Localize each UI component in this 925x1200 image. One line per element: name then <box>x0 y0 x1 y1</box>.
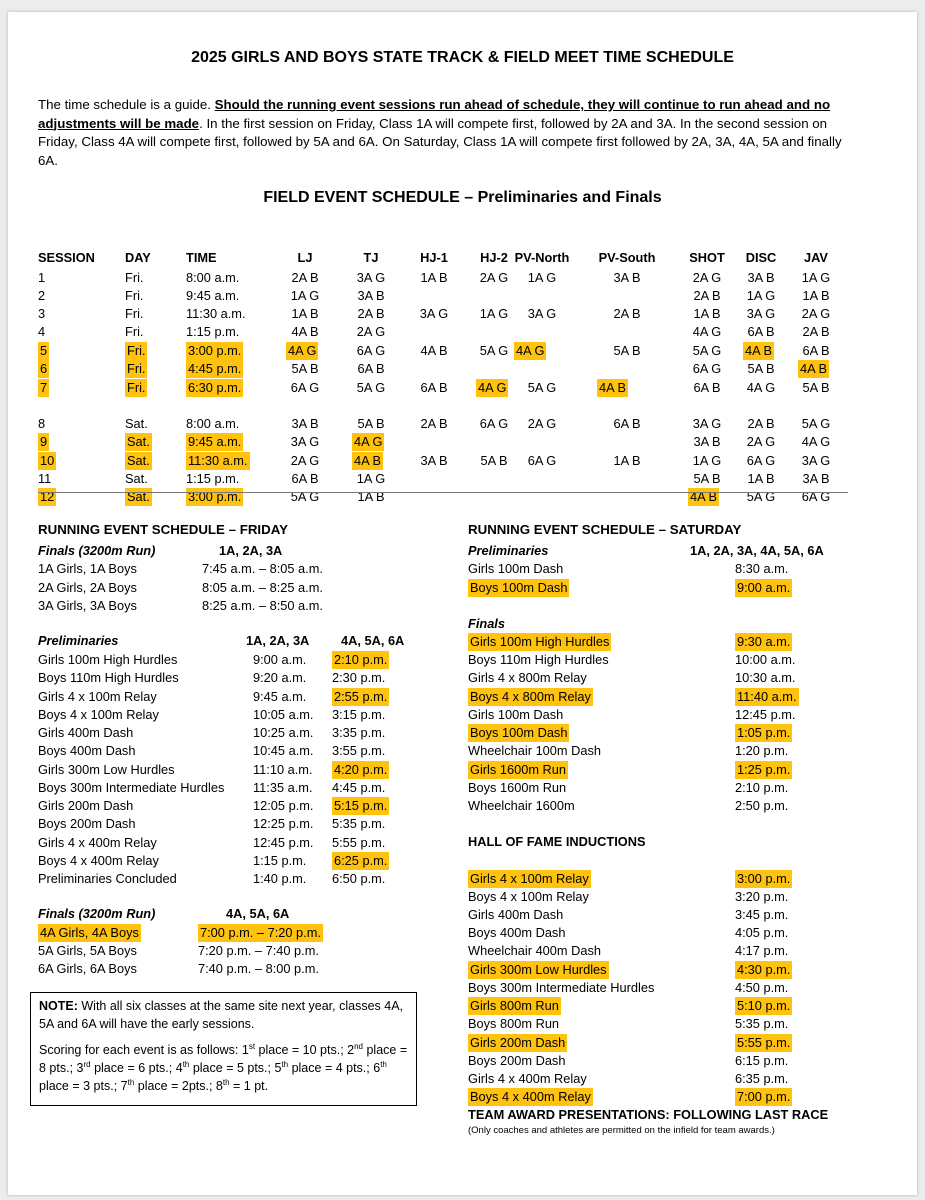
field-cell: 5A G <box>479 343 509 358</box>
friday-prelim-event: Girls 300m Low Hurdles <box>38 762 175 777</box>
saturday-final-event: Wheelchair 100m Dash <box>468 743 602 758</box>
field-cell: 5A B <box>747 361 775 376</box>
friday-final-event: 4A Girls, 4A Boys <box>40 925 139 940</box>
field-cell: 3A G <box>419 306 449 321</box>
field-cell: 5A B <box>693 471 721 486</box>
field-schedule-title: FIELD EVENT SCHEDULE – Preliminaries and Finals <box>263 189 662 206</box>
friday-prelim-time-late: 3:55 p.m. <box>332 743 386 758</box>
field-cell: 4A G <box>746 380 776 395</box>
field-cell: 2A B <box>747 416 775 431</box>
saturday-final-event: Girls 1600m Run <box>470 762 567 777</box>
saturday-final-time: 11:40 a.m. <box>737 689 797 704</box>
saturday-final-event: Girls 300m Low Hurdles <box>470 962 607 977</box>
intro-text-2: . In the first session on Friday, Class 1A will compete first, followed by 2A and 3A. In the second session on Friday, Class 4A will compete first, followed by 5A and 6A. On Saturday, Class 1A will compete first followed by 2A, 3A, 4A, 5A and finally 6A. <box>38 115 842 168</box>
friday-final-event: 5A Girls, 5A Boys <box>38 943 137 958</box>
note-box <box>30 992 417 1106</box>
field-cell: Fri. <box>125 306 144 321</box>
field-cell: 2A G <box>692 270 722 285</box>
field-cell: 1A B <box>747 471 775 486</box>
friday-prelim-time-early: 12:05 p.m. <box>253 798 314 813</box>
saturday-final-time: 7:00 p.m. <box>737 1089 791 1104</box>
friday-prelim-time-late: 5:35 p.m. <box>332 816 386 831</box>
saturday-final-time: 2:10 p.m. <box>735 780 789 795</box>
saturday-final-time: 4:17 p.m. <box>735 943 789 958</box>
field-cell: 11:30 a.m. <box>186 306 246 321</box>
friday-final-time: 7:00 p.m. – 7:20 p.m. <box>200 925 321 940</box>
friday-finals-late-classes: 4A, 5A, 6A <box>226 906 290 921</box>
field-cell: Sat. <box>127 434 150 449</box>
friday-prelims-col1: 1A, 2A, 3A <box>246 633 310 648</box>
friday-prelim-time-early: 10:05 a.m. <box>253 707 314 722</box>
friday-prelim-event: Girls 4 x 100m Relay <box>38 689 157 704</box>
field-cell: 4A B <box>745 343 773 358</box>
field-header-cell: LJ <box>297 250 313 265</box>
friday-prelim-time-early: 11:35 a.m. <box>253 780 313 795</box>
field-cell: 3:00 p.m. <box>188 489 242 504</box>
field-cell: 3A G <box>692 416 722 431</box>
intro-paragraph <box>38 96 843 170</box>
friday-prelim-event: Girls 4 x 400m Relay <box>38 835 157 850</box>
saturday-final-event: Wheelchair 400m Dash <box>468 943 602 958</box>
field-cell: 4A B <box>800 361 828 376</box>
saturday-final-time: 4:50 p.m. <box>735 980 789 995</box>
field-cell: 1A B <box>357 489 385 504</box>
field-cell: 6A B <box>291 471 319 486</box>
field-header-cell: TJ <box>363 250 379 265</box>
friday-prelim-time-late: 4:20 p.m. <box>334 762 388 777</box>
saturday-finals-label: Finals <box>468 616 505 631</box>
field-cell: 1A B <box>802 288 830 303</box>
page-title: 2025 GIRLS AND BOYS STATE TRACK & FIELD MEET TIME SCHEDULE <box>191 49 734 66</box>
field-cell: Fri. <box>125 324 144 339</box>
field-cell: 3A G <box>746 306 776 321</box>
field-cell: 1:15 p.m. <box>186 471 240 486</box>
field-cell: 5A B <box>291 361 319 376</box>
friday-prelim-time-early: 9:45 a.m. <box>253 689 307 704</box>
saturday-final-time: 10:30 a.m. <box>735 670 796 685</box>
field-cell: Sat. <box>125 416 148 431</box>
field-cell: 4A G <box>354 434 383 449</box>
field-cell: Sat. <box>125 471 148 486</box>
field-cell: 5A B <box>613 343 641 358</box>
friday-prelim-event: Boys 4 x 400m Relay <box>38 853 159 868</box>
saturday-prelim-event: Girls 100m Dash <box>468 561 564 576</box>
field-cell: 3:00 p.m. <box>188 343 242 358</box>
friday-prelim-event: Boys 300m Intermediate Hurdles <box>38 780 225 795</box>
friday-prelim-time-late: 3:15 p.m. <box>332 707 386 722</box>
field-cell: 2A G <box>356 324 386 339</box>
friday-final-time: 7:20 p.m. – 7:40 p.m. <box>198 943 319 958</box>
field-cell: 9:45 a.m. <box>186 288 240 303</box>
field-cell: 6A G <box>746 453 776 468</box>
friday-finals-early-classes: 1A, 2A, 3A <box>219 543 283 558</box>
saturday-final-time: 6:35 p.m. <box>735 1071 789 1086</box>
field-cell: Fri. <box>127 361 146 376</box>
field-cell: 1A G <box>479 306 509 321</box>
saturday-prelim-time: 8:30 a.m. <box>735 561 789 576</box>
field-cell: 6A B <box>613 416 641 431</box>
field-cell: 6A G <box>356 343 386 358</box>
saturday-prelim-time: 9:00 a.m. <box>737 580 791 595</box>
field-cell: 1 <box>38 270 46 285</box>
field-cell: 3 <box>38 306 46 321</box>
saturday-section-title: RUNNING EVENT SCHEDULE – SATURDAY <box>468 522 742 537</box>
note-label: NOTE: <box>39 999 78 1013</box>
field-cell: 6A B <box>693 380 721 395</box>
scoring-text: Scoring for each event is as follows: 1st place = 10 pts.; 2nd place = 8 pts.; 3rd place = 6 pts.; 4th place = 5 pts.; 5th place = 4 pts.; 6th place = 3 pts.; 7th place = 2pts.; 8th = 1 pt. <box>39 1041 408 1093</box>
friday-prelim-event: Boys 110m High Hurdles <box>38 670 179 685</box>
field-cell: 5A G <box>692 343 722 358</box>
saturday-final-event: Boys 4 x 400m Relay <box>470 1089 591 1104</box>
intro-text-1: The time schedule is a guide. <box>38 97 215 112</box>
friday-prelim-event: Boys 4 x 100m Relay <box>38 707 159 722</box>
friday-prelim-time-late: 4:45 p.m. <box>332 780 386 795</box>
note-text <box>39 997 408 1033</box>
field-cell: 5A B <box>480 453 508 468</box>
friday-finals-late-label: Finals (3200m Run) <box>38 906 156 921</box>
field-cell: 4 <box>38 324 46 339</box>
field-cell: 1A B <box>613 453 641 468</box>
field-cell: 6A B <box>357 361 385 376</box>
field-cell: 6A G <box>479 416 509 431</box>
friday-final-time: 8:25 a.m. – 8:50 a.m. <box>202 598 323 613</box>
friday-final-time: 7:40 p.m. – 8:00 p.m. <box>198 961 319 976</box>
field-cell: 2A B <box>291 270 319 285</box>
field-cell: 9:45 a.m. <box>188 434 242 449</box>
friday-prelim-time-early: 9:20 a.m. <box>253 670 307 685</box>
field-cell: 3A B <box>693 434 721 449</box>
field-cell: 8:00 a.m. <box>186 270 240 285</box>
field-cell: Sat. <box>127 453 150 468</box>
friday-final-time: 8:05 a.m. – 8:25 a.m. <box>202 580 323 595</box>
field-cell: 2A B <box>357 306 385 321</box>
field-cell: 2A B <box>802 324 830 339</box>
friday-prelim-time-late: 2:30 p.m. <box>332 670 386 685</box>
field-row <box>8 287 917 305</box>
saturday-final-event: Boys 4 x 800m Relay <box>470 689 591 704</box>
field-cell: 6A B <box>420 380 448 395</box>
saturday-final-event: Boys 300m Intermediate Hurdles <box>468 980 655 995</box>
saturday-final-time: 3:00 p.m. <box>737 871 791 886</box>
field-header-cell: DAY <box>125 250 151 265</box>
saturday-final-event: Girls 4 x 800m Relay <box>468 670 587 685</box>
friday-prelim-event: Preliminaries Concluded <box>38 871 177 886</box>
saturday-final-time: 4:30 p.m. <box>737 962 791 977</box>
field-cell: 4A B <box>354 453 382 468</box>
field-cell: 9 <box>40 434 48 449</box>
field-cell: Fri. <box>125 270 144 285</box>
field-row <box>8 452 917 470</box>
field-cell: 3A G <box>801 453 831 468</box>
field-cell: 6A B <box>802 343 830 358</box>
friday-prelim-event: Girls 100m High Hurdles <box>38 652 178 667</box>
friday-final-event: 1A Girls, 1A Boys <box>38 561 137 576</box>
saturday-final-time: 1:25 p.m. <box>737 762 791 777</box>
saturday-final-event: Girls 400m Dash <box>468 907 564 922</box>
field-cell: 3A B <box>357 288 385 303</box>
saturday-final-time: 6:15 p.m. <box>735 1053 789 1068</box>
field-header-cell: HJ-1 <box>420 250 448 265</box>
intro-bold-text: Should the running event sessions run ahead of schedule, they will continue to run ahead and no adjustments will be made <box>38 97 831 131</box>
field-cell: 2A B <box>613 306 641 321</box>
field-cell: 3A G <box>356 270 386 285</box>
field-cell: 1A B <box>693 306 721 321</box>
field-cell: 5A G <box>801 416 831 431</box>
field-cell: 2A B <box>693 288 721 303</box>
field-cell: 5 <box>40 343 48 358</box>
saturday-prelims-label: Preliminaries <box>468 543 549 558</box>
friday-final-event: 6A Girls, 6A Boys <box>38 961 137 976</box>
field-header-cell: JAV <box>804 250 828 265</box>
field-cell: 3A G <box>290 434 320 449</box>
friday-prelim-time-early: 10:45 a.m. <box>253 743 314 758</box>
field-row <box>8 415 917 433</box>
field-cell: 4A G <box>516 343 545 358</box>
field-row <box>8 269 917 287</box>
field-cell: 2A G <box>527 416 557 431</box>
document-page <box>8 12 917 1195</box>
saturday-final-event: Boys 200m Dash <box>468 1053 566 1068</box>
field-cell: 11 <box>38 471 52 486</box>
field-cell: 10 <box>40 453 55 468</box>
friday-prelim-time-late: 2:55 p.m. <box>334 689 388 704</box>
field-cell: 4A G <box>801 434 831 449</box>
team-award-note: (Only coaches and athletes are permitted on the infield for team awards.) <box>468 1125 775 1136</box>
friday-prelim-time-late: 6:25 p.m. <box>334 853 388 868</box>
friday-prelim-time-early: 1:40 p.m. <box>253 871 307 886</box>
field-cell: 1A G <box>290 288 320 303</box>
field-header-cell: SESSION <box>38 250 95 265</box>
friday-prelim-time-early: 11:10 a.m. <box>253 762 313 777</box>
saturday-final-event: Girls 4 x 400m Relay <box>468 1071 587 1086</box>
friday-prelim-event: Boys 200m Dash <box>38 816 136 831</box>
saturday-final-event: Girls 100m High Hurdles <box>470 634 610 649</box>
field-cell: 2A B <box>420 416 448 431</box>
saturday-final-event: Boys 100m Dash <box>470 725 568 740</box>
field-cell: Fri. <box>125 288 144 303</box>
field-cell: 6A G <box>801 489 831 504</box>
field-cell: 5A G <box>356 380 386 395</box>
field-cell: 3A B <box>420 453 448 468</box>
field-cell: 3A B <box>291 416 319 431</box>
field-table-divider <box>38 492 848 493</box>
saturday-prelims-classes: 1A, 2A, 3A, 4A, 5A, 6A <box>690 543 824 558</box>
field-cell: 4A B <box>291 324 319 339</box>
field-row <box>8 360 917 378</box>
saturday-final-time: 5:10 p.m. <box>737 998 791 1013</box>
saturday-final-time: 1:20 p.m. <box>735 743 789 758</box>
saturday-final-time: 4:05 p.m. <box>735 925 789 940</box>
field-cell: 6A G <box>527 453 557 468</box>
saturday-final-event: Boys 1600m Run <box>468 780 567 795</box>
friday-final-time: 7:45 a.m. – 8:05 a.m. <box>202 561 323 576</box>
friday-final-event: 3A Girls, 3A Boys <box>38 598 137 613</box>
field-cell: 3A B <box>747 270 775 285</box>
field-cell: 4A B <box>599 380 627 395</box>
saturday-final-event: Girls 800m Run <box>470 998 559 1013</box>
field-row <box>8 488 917 506</box>
field-cell: 4A G <box>478 380 507 395</box>
friday-prelim-time-early: 10:25 a.m. <box>253 725 314 740</box>
saturday-final-time: 3:45 p.m. <box>735 907 789 922</box>
saturday-final-time: 10:00 a.m. <box>735 652 796 667</box>
field-cell: 6:30 p.m. <box>188 380 242 395</box>
friday-prelim-time-early: 9:00 a.m. <box>253 652 307 667</box>
field-cell: 6A G <box>290 380 320 395</box>
field-cell: 6A B <box>747 324 775 339</box>
field-cell: 5A B <box>357 416 385 431</box>
field-cell: 3A G <box>527 306 557 321</box>
friday-prelim-event: Girls 200m Dash <box>38 798 134 813</box>
field-cell: 1A G <box>692 453 722 468</box>
field-row <box>8 470 917 488</box>
field-cell: 8 <box>38 416 46 431</box>
saturday-final-event: Girls 200m Dash <box>470 1035 566 1050</box>
friday-prelim-time-late: 6:50 p.m. <box>332 871 386 886</box>
friday-prelim-time-early: 1:15 p.m. <box>253 853 307 868</box>
field-cell: 2A G <box>801 306 831 321</box>
field-cell: 2A G <box>479 270 509 285</box>
field-cell: 7 <box>40 380 48 395</box>
friday-prelim-event: Girls 400m Dash <box>38 725 134 740</box>
field-cell: 2 <box>38 288 46 303</box>
field-header-cell: HJ-2 <box>480 250 508 265</box>
field-cell: 2A G <box>746 434 776 449</box>
hall-of-fame-heading: HALL OF FAME INDUCTIONS <box>468 834 646 849</box>
friday-prelim-time-late: 3:35 p.m. <box>332 725 386 740</box>
saturday-final-time: 5:35 p.m. <box>735 1016 789 1031</box>
field-cell: 4:45 p.m. <box>188 361 242 376</box>
friday-prelims-label: Preliminaries <box>38 633 119 648</box>
field-cell: 5A G <box>290 489 320 504</box>
field-cell: Fri. <box>127 343 146 358</box>
saturday-final-time: 9:30 a.m. <box>737 634 791 649</box>
friday-section-title: RUNNING EVENT SCHEDULE – FRIDAY <box>38 522 288 537</box>
field-cell: 5A G <box>746 489 776 504</box>
field-cell: 1A G <box>356 471 386 486</box>
saturday-final-time: 12:45 p.m. <box>735 707 796 722</box>
saturday-final-event: Wheelchair 1600m <box>468 798 575 813</box>
field-cell: 1A G <box>746 288 776 303</box>
field-row <box>8 323 917 341</box>
field-row <box>8 379 917 397</box>
friday-prelim-time-early: 12:25 p.m. <box>253 816 314 831</box>
field-cell: 1A B <box>291 306 319 321</box>
field-cell: 8:00 a.m. <box>186 416 240 431</box>
saturday-final-time: 3:20 p.m. <box>735 889 789 904</box>
field-header-cell: TIME <box>186 250 217 265</box>
field-cell: 2A G <box>290 453 320 468</box>
field-cell: 12 <box>40 489 55 504</box>
saturday-prelim-event: Boys 100m Dash <box>470 580 568 595</box>
saturday-final-time: 5:55 p.m. <box>737 1035 791 1050</box>
saturday-final-event: Girls 4 x 100m Relay <box>470 871 589 886</box>
field-header-cell: SHOT <box>689 250 725 265</box>
team-award-heading: TEAM AWARD PRESENTATIONS: FOLLOWING LAST RACE <box>468 1107 829 1122</box>
note-body: With all six classes at the same site next year, classes 4A, 5A and 6A will have the early sessions. <box>39 999 404 1031</box>
friday-prelims-col2: 4A, 5A, 6A <box>341 633 405 648</box>
saturday-final-event: Boys 4 x 100m Relay <box>468 889 589 904</box>
field-row <box>8 433 917 451</box>
friday-prelim-time-late: 5:55 p.m. <box>332 835 386 850</box>
field-cell: 4A B <box>690 489 718 504</box>
saturday-final-event: Boys 110m High Hurdles <box>468 652 609 667</box>
field-cell: Sat. <box>127 489 150 504</box>
field-cell: 5A B <box>802 380 830 395</box>
field-cell: 1A G <box>527 270 557 285</box>
friday-final-event: 2A Girls, 2A Boys <box>38 580 137 595</box>
field-cell: 1A G <box>801 270 831 285</box>
saturday-final-time: 1:05 p.m. <box>737 725 791 740</box>
field-cell: 6 <box>40 361 48 376</box>
saturday-final-event: Girls 100m Dash <box>468 707 564 722</box>
field-cell: 6A G <box>692 361 722 376</box>
saturday-final-time: 2:50 p.m. <box>735 798 789 813</box>
field-cell: 5A G <box>527 380 557 395</box>
field-cell: 11:30 a.m. <box>188 453 248 468</box>
field-cell: Fri. <box>127 380 146 395</box>
field-cell: 3A B <box>613 270 641 285</box>
field-header-cell: PV-North <box>514 250 570 265</box>
field-cell: 4A G <box>288 343 317 358</box>
field-cell: 1:15 p.m. <box>186 324 240 339</box>
field-cell: 3A B <box>802 471 830 486</box>
field-header-cell: PV-South <box>598 250 656 265</box>
friday-prelim-time-late: 5:15 p.m. <box>334 798 388 813</box>
field-header-cell: DISC <box>745 250 777 265</box>
saturday-final-event: Boys 400m Dash <box>468 925 566 940</box>
field-row <box>8 342 917 360</box>
field-cell: 4A B <box>420 343 448 358</box>
field-cell: 1A B <box>420 270 448 285</box>
friday-finals-early-label: Finals (3200m Run) <box>38 543 156 558</box>
field-row <box>8 305 917 323</box>
saturday-final-event: Boys 800m Run <box>468 1016 560 1031</box>
friday-prelim-time-late: 2:10 p.m. <box>334 652 388 667</box>
field-cell: 4A G <box>692 324 722 339</box>
field-header-row <box>8 249 917 267</box>
friday-prelim-time-early: 12:45 p.m. <box>253 835 314 850</box>
friday-prelim-event: Boys 400m Dash <box>38 743 136 758</box>
